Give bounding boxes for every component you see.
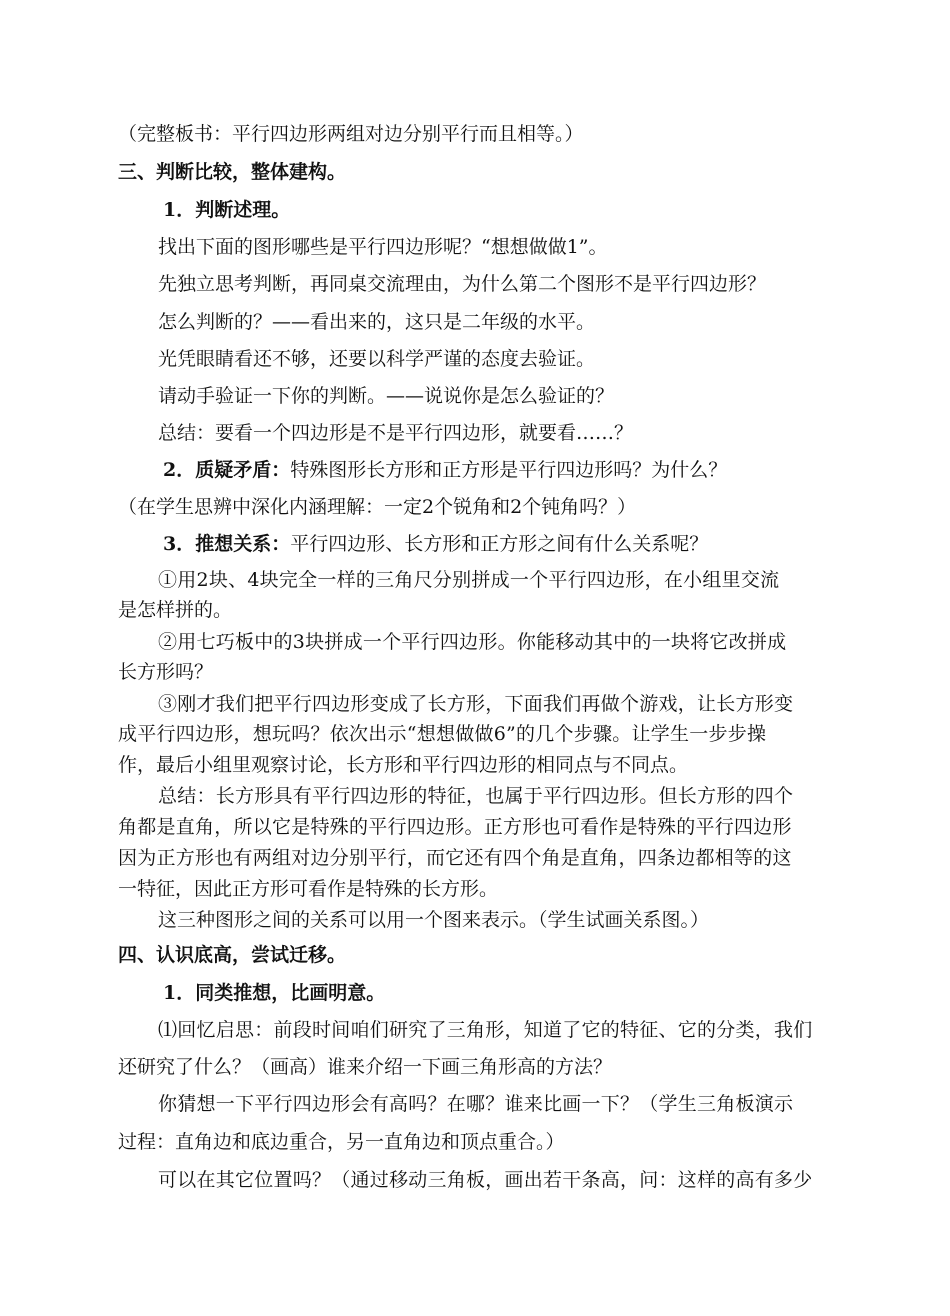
paragraph-line: 先独立思考判断，再同桌交流理由，为什么第二个图形不是平行四边形？ (158, 273, 767, 295)
paragraph-line: 总结：长方形具有平行四边形的特征，也属于平行四边形。但长方形的四个 (158, 785, 794, 807)
paragraph-line: ①用2块、4块完全一样的三角尺分别拼成一个平行四边形，在小组里交流 (158, 569, 780, 591)
paragraph-line: 总结：要看一个四边形是不是平行四边形，就要看……？ (158, 422, 634, 444)
paragraph-line: ②用七巧板中的3块拼成一个平行四边形。你能移动其中的一块将它改拼成 (158, 631, 787, 653)
paragraph-line: ③刚才我们把平行四边形变成了长方形，下面我们再做个游戏，让长方形变 (158, 693, 794, 715)
paragraph-line: 因为正方形也有两组对边分别平行，而它还有四个角是直角，四条边都相等的这 (118, 847, 792, 869)
paragraph-line: 光凭眼睛看还不够，还要以科学严谨的态度去验证。 (158, 348, 596, 370)
paragraph-line: 过程：直角边和底边重合，另一直角边和顶点重合。） (118, 1131, 565, 1153)
paragraph-line: ⑴回忆启思：前段时间咱们研究了三角形，知道了它的特征、它的分类，我们 (158, 1019, 813, 1041)
paragraph-line: 是怎样拼的。 (118, 599, 233, 621)
paragraph-line: 还研究了什么？（画高）谁来介绍一下画三角形高的方法？ (118, 1056, 613, 1078)
subheading-relation-label: 3．推想关系： (163, 533, 291, 555)
board-summary-note: （完整板书：平行四边形两组对边分别平行而且相等。） (118, 123, 584, 145)
subheading-doubt-label: 2．质疑矛盾： (163, 459, 291, 481)
subheading-judge: 1．判断述理。 (163, 199, 291, 221)
section-heading-4: 四、认识底高，尝试迁移。 (118, 944, 347, 966)
paragraph-line: （在学生思辨中深化内涵理解：一定2个锐角和2个钝角吗？） (118, 496, 637, 518)
paragraph-line: 成平行四边形，想玩吗？依次出示“想想做做6”的几个步骤。让学生一步步操 (118, 723, 767, 745)
subheading-doubt-text: 特殊图形长方形和正方形是平行四边形吗？为什么？ (290, 459, 728, 481)
subheading-analogy: 1．同类推想，比画明意。 (163, 982, 386, 1004)
paragraph-line: 怎么判断的？——看出来的，这只是二年级的水平。 (158, 311, 596, 333)
subheading-relation-text: 平行四边形、长方形和正方形之间有什么关系呢？ (290, 533, 709, 555)
paragraph-line: 长方形吗？ (118, 661, 214, 683)
paragraph-line: 角都是直角，所以它是特殊的平行四边形。正方形也可看作是特殊的平行四边形 (118, 816, 792, 838)
paragraph-line: 这三种图形之间的关系可以用一个图来表示。（学生试画关系图。） (158, 909, 710, 931)
paragraph-line: 一特征，因此正方形可看作是特殊的长方形。 (118, 878, 499, 900)
paragraph-line: 你猜想一下平行四边形会有高吗？在哪？谁来比画一下？（学生三角板演示 (158, 1093, 794, 1115)
paragraph-line: 找出下面的图形哪些是平行四边形呢？“想想做做1”。 (158, 236, 608, 258)
subheading-relation (163, 532, 708, 556)
paragraph-line: 请动手验证一下你的判断。——说说你是怎么验证的？ (158, 385, 615, 407)
paragraph-line: 作，最后小组里观察讨论，长方形和平行四边形的相同点与不同点。 (118, 754, 689, 776)
section-heading-3: 三、判断比较，整体建构。 (118, 161, 347, 183)
subheading-doubt (163, 458, 727, 482)
paragraph-line: 可以在其它位置吗？（通过移动三角板，画出若干条高，问：这样的高有多少 (158, 1169, 813, 1191)
